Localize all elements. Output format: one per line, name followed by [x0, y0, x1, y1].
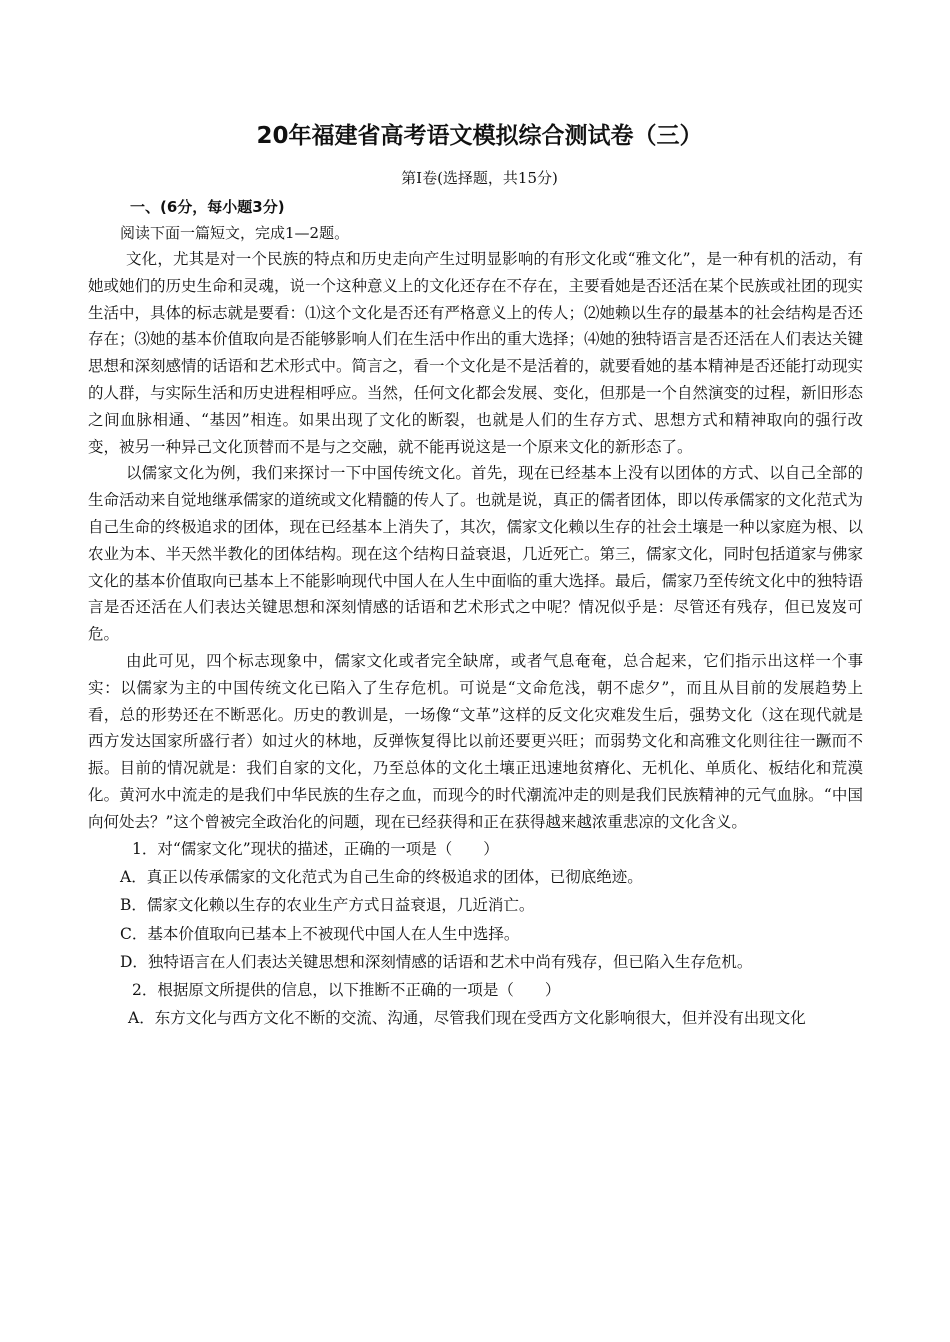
question-1-stem: 1．对“儒家文化”现状的描述，正确的一项是（ ） [132, 839, 499, 858]
passage-paragraph-3: 由此可见，四个标志现象中，儒家文化或者完全缺席，或者气息奄奄，总合起来，它们指示出这样一个事实：以儒家为主的中国传统文化已陷入了生存危机。可说是“文命危浅，朝不虑夕”，而且从目前的发展趋势上看，总的形势还在不断恶化。历史的教训是，一场像“文革”这样的反文化灾难发生后，强势文化（这在现代就是西方发达国家所盛行者）如过火的林地，反弹恢复得比以前还要更兴旺；而弱势文化和高雅文化则往往一蹶而不振。目前的情况就是：我们自家的文化，乃至总体的文化土壤正迅速地贫瘠化、无机化、单质化、板结化和荒漠化。黄河水中流走的是我们中华民族的生存之血，而现今的时代潮流冲走的则是我们民族精神的元气血脉。“中国向何处去？”这个曾被完全政治化的问题，现在已经获得和正在获得越来越浓重悲凉的文化含义。 [88, 651, 863, 831]
question-1-option-a: A．真正以传承儒家的文化范式为自己生命的终极追求的团体，已彻底绝迹。 [120, 867, 643, 886]
passage-paragraph-2: 以儒家文化为例，我们来探讨一下中国传统文化。首先，现在已经基本上没有以团体的方式、以自己全部的生命活动来自觉地继承儒家的道统或文化精髓的传人了。也就是说，真正的儒者团体，即以传承儒家的文化范式为自己生命的终极追求的团体，现在已经基本上消失了，其次，儒家文化赖以生存的社会土壤是一种以家庭为根、以农业为本、半天然半教化的团体结构。现在这个结构日益衰退，几近死亡。第三，儒家文化，同时包括道家与佛家文化的基本价值取向已基本上不能影响现代中国人在人生中面临的重大选择。最后，儒家乃至传统文化中的独特语言是否还活在人们表达关键思想和深刻情感的话语和艺术形式之中呢？情况似乎是：尽管还有残存，但已岌岌可危。 [88, 464, 864, 644]
question-1-option-b: B．儒家文化赖以生存的农业生产方式日益衰退，几近消亡。 [120, 896, 535, 915]
reading-instruction: 阅读下面一篇短文，完成1—2题。 [120, 224, 350, 242]
question-1-option-c: C．基本价值取向已基本上不被现代中国人在人生中选择。 [120, 924, 520, 943]
question-1-option-d: D．独特语言在人们表达关键思想和深刻情感的话语和艺术中尚有残存，但已陷入生存危机。 [120, 953, 753, 972]
section-heading: 一、(6分，每小题3分) [130, 198, 285, 216]
passage-paragraph-1: 文化，尤其是对一个民族的特点和历史走向产生过明显影响的有形文化或“雅文化”，是一种有机的活动，有她或她们的历史生命和灵魂，说一个这种意义上的文化还存在不存在，主要看她是否还活在某个民族或社团的现实生活中，具体的标志就是要看：⑴这个文化是否还有严格意义上的传人；⑵她赖以生存的最基本的社会结构是否还存在；⑶她的基本价值取向是否能够影响人们在生活中作出的重大选择；⑷她的独特语言是否还活在人们表达关键思想和深刻感情的话语和艺术形式中。简言之，看一个文化是不是活着的，就要看她的基本精神是否还能打动现实的人群，与实际生活和历史进程相呼应。当然，任何文化都会发展、变化，但那是一个自然演变的过程，新旧形态之间血脉相通、“基因”相连。如果出现了文化的断裂，也就是人们的生存方式、思想方式和精神取向的强行改变，被另一种异己文化顶替而不是与之交融，就不能再说这是一个原来文化的新形态了。 [88, 250, 864, 456]
exam-title: 20年福建省高考语文模拟综合测试卷（三） [256, 123, 703, 149]
exam-subtitle: 第Ⅰ卷(选择题，共15分) [401, 169, 558, 187]
question-2-stem: 2．根据原文所提供的信息，以下推断不正确的一项是（ ） [132, 980, 561, 999]
exam-page [88, 116, 863, 1032]
question-2-option-a: A．东方文化与西方文化不断的交流、沟通，尽管我们现在受西方文化影响很大，但并没有出现文化 [128, 1008, 806, 1027]
